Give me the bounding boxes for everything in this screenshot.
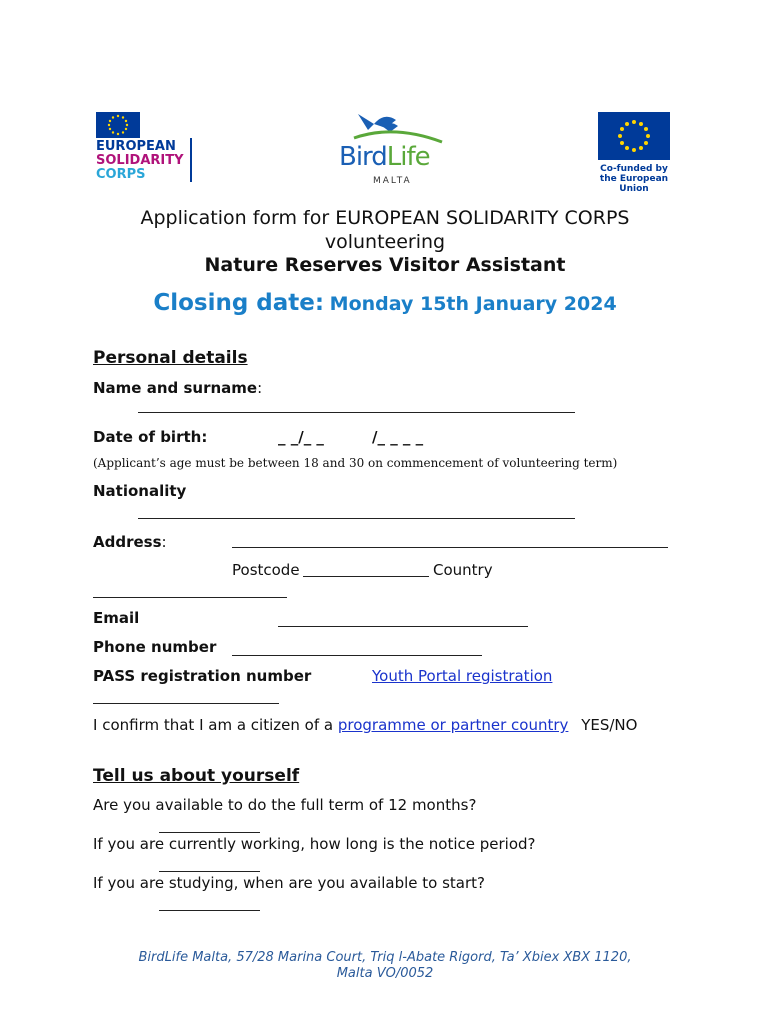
birdlife-sub: MALTA bbox=[373, 176, 412, 186]
name-label: Name and surname bbox=[93, 379, 258, 397]
country-label: Country bbox=[433, 561, 493, 579]
question-full-term: Are you available to do the full term of 12 months? bbox=[93, 796, 477, 814]
postcode-field[interactable] bbox=[303, 576, 429, 577]
birdlife-logo bbox=[336, 106, 454, 188]
dob-label: Date of birth: bbox=[93, 428, 208, 446]
pass-field[interactable] bbox=[93, 703, 279, 704]
address-label: Address bbox=[93, 533, 162, 551]
youth-portal-link[interactable]: Youth Portal registration bbox=[372, 667, 553, 685]
star-circle-icon bbox=[96, 112, 140, 138]
position-title: Nature Reserves Visitor Assistant bbox=[204, 254, 566, 276]
question-notice-period: If you are currently working, how long is the notice period? bbox=[93, 835, 536, 853]
esc-line2: SOLIDARITY bbox=[96, 153, 184, 168]
esc-divider bbox=[190, 138, 192, 182]
about-heading: Tell us about yourself bbox=[93, 766, 300, 786]
phone-field[interactable] bbox=[232, 655, 482, 656]
programme-country-link[interactable]: programme or partner country bbox=[337, 716, 569, 734]
email-field[interactable] bbox=[278, 626, 528, 627]
eu-cofunded-logo bbox=[592, 112, 682, 194]
address-label-row bbox=[93, 532, 167, 551]
nationality-label: Nationality bbox=[93, 482, 187, 500]
eu-cofunded-line1: Co-funded by bbox=[600, 164, 668, 174]
answer-notice-period-field[interactable] bbox=[159, 871, 260, 872]
phone-label: Phone number bbox=[93, 638, 217, 656]
eu-cofunded-line2: the European Union bbox=[599, 174, 669, 194]
yes-no-answer[interactable]: YES/NO bbox=[581, 716, 638, 734]
birdlife-name-life: Life bbox=[386, 142, 430, 172]
name-colon: : bbox=[257, 379, 263, 397]
bird-icon bbox=[344, 106, 444, 146]
name-label-row bbox=[93, 378, 262, 397]
esc-line1: EUROPEAN bbox=[96, 139, 176, 154]
address-field[interactable] bbox=[232, 547, 668, 548]
esc-logo bbox=[96, 112, 196, 184]
question-study-start: If you are studying, when are you available to start? bbox=[93, 874, 485, 892]
citizen-confirm-row bbox=[93, 716, 637, 734]
nationality-field[interactable] bbox=[138, 518, 575, 519]
form-title-line1: Application form for EUROPEAN SOLIDARITY CORPS bbox=[140, 207, 630, 229]
eu-flag bbox=[598, 112, 670, 160]
citizen-confirm-text: I confirm that I am a citizen of a bbox=[93, 716, 334, 734]
personal-details-heading: Personal details bbox=[93, 348, 248, 368]
dob-year-field[interactable]: /_ _ _ _ bbox=[372, 428, 424, 446]
closing-date-label: Closing date: bbox=[153, 290, 325, 316]
address-colon: : bbox=[161, 533, 167, 551]
closing-date bbox=[0, 290, 770, 316]
pass-label: PASS registration number bbox=[93, 667, 312, 685]
birdlife-name-bird: Bird bbox=[339, 142, 387, 172]
dob-day-month-field[interactable]: _ _/_ _ bbox=[278, 428, 324, 446]
footer-address-line1: BirdLife Malta, 57/28 Marina Court, Triq l-Abate Rigord, Ta’ Xbiex XBX 1120, bbox=[138, 950, 632, 965]
age-note: (Applicant’s age must be between 18 and 30 on commencement of volunteering term) bbox=[93, 456, 618, 470]
esc-line3: CORPS bbox=[96, 167, 146, 182]
footer-address-line2: Malta VO/0052 bbox=[336, 966, 434, 981]
email-label: Email bbox=[93, 609, 140, 627]
postcode-label: Postcode bbox=[232, 561, 300, 579]
name-field[interactable] bbox=[138, 412, 575, 413]
answer-study-start-field[interactable] bbox=[159, 910, 260, 911]
answer-full-term-field[interactable] bbox=[159, 832, 260, 833]
closing-date-value: Monday 15th January 2024 bbox=[329, 293, 617, 315]
form-title-line2: volunteering bbox=[324, 231, 446, 253]
eu-stars-icon bbox=[598, 112, 670, 160]
country-field[interactable] bbox=[93, 597, 287, 598]
eu-flag-small bbox=[96, 112, 140, 138]
